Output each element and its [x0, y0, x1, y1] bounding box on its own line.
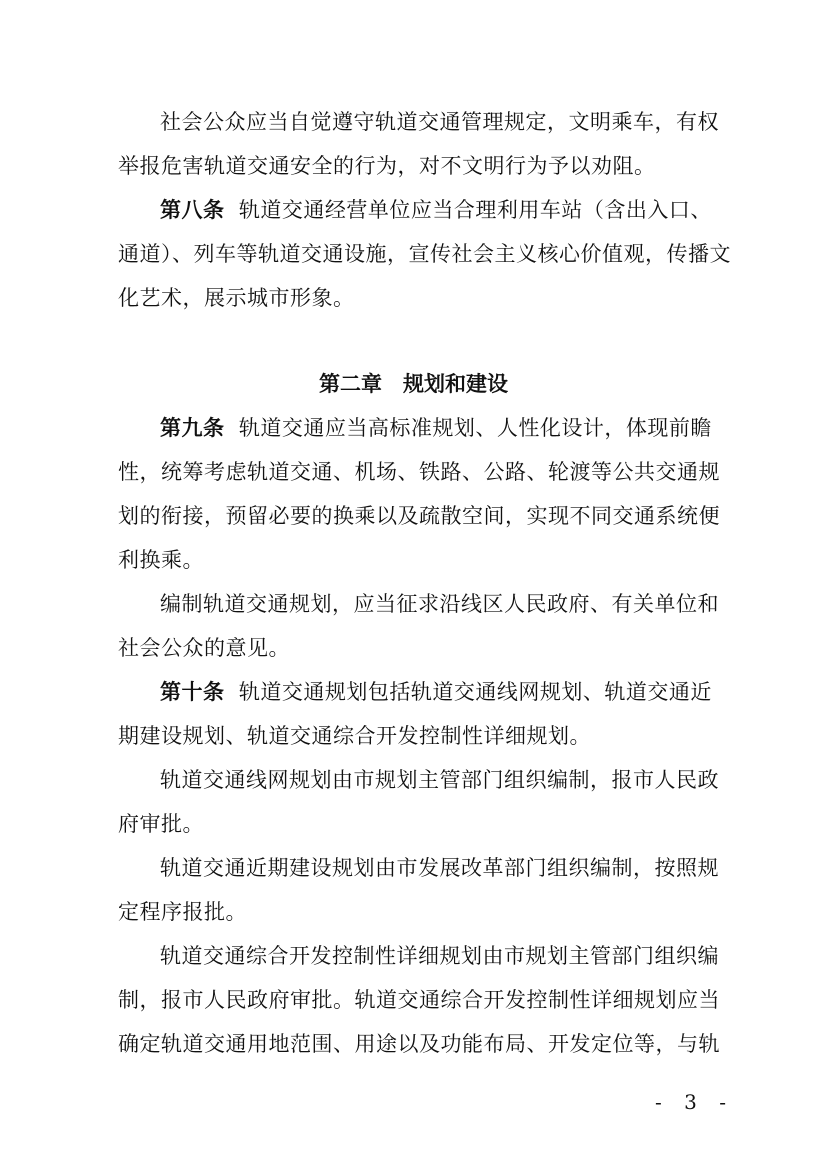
- article-label: 第九条: [160, 416, 225, 440]
- paragraph-line: 确定轨道交通用地范围、用途以及功能布局、开发定位等，与轨: [118, 1032, 720, 1056]
- paragraph-line: 轨道交通综合开发控制性详细规划由市规划主管部门组织编: [160, 944, 719, 968]
- paragraph-line: 划的衔接，预留必要的换乘以及疏散空间，实现不同交通系统便: [118, 504, 720, 528]
- paragraph-line: 举报危害轨道交通安全的行为，对不文明行为予以劝阻。: [118, 154, 656, 178]
- paragraph-line: 期建设规划、轨道交通综合开发控制性详细规划。: [118, 724, 591, 748]
- paragraph-line: 轨道交通近期建设规划由市发展改革部门组织编制，按照规: [160, 856, 719, 880]
- paragraph-line: 社会公众的意见。: [118, 636, 290, 660]
- page-number: - 3 -: [655, 1090, 734, 1114]
- paragraph-line: 性，统筹考虑轨道交通、机场、铁路、公路、轮渡等公共交通规: [118, 460, 720, 484]
- paragraph-text: 轨道交通规划包括轨道交通线网规划、轨道交通近: [238, 680, 712, 704]
- paragraph-text: 轨道交通应当高标准规划、人性化设计，体现前瞻: [238, 416, 712, 440]
- paragraph-line: 编制轨道交通规划，应当征求沿线区人民政府、有关单位和: [160, 592, 719, 616]
- chapter-heading: 第二章 规划和建设: [319, 372, 508, 396]
- paragraph-line: 定程序报批。: [118, 900, 247, 924]
- paragraph-line: 轨道交通线网规划由市规划主管部门组织编制，报市人民政: [160, 768, 719, 792]
- article-label: 第八条: [160, 198, 225, 222]
- paragraph-line: 利换乘。: [118, 548, 204, 572]
- article-9-line: [160, 418, 712, 439]
- article-label: 第十条: [160, 680, 225, 704]
- article-10-line: [160, 682, 712, 703]
- paragraph-line: 府审批。: [118, 812, 204, 836]
- paragraph-line: 通道）、列车等轨道交通设施，宣传社会主义核心价值观，传播文: [118, 242, 731, 266]
- paragraph-line: 化艺术，展示城市形象。: [118, 286, 355, 310]
- paragraph-line: 制，报市人民政府审批。轨道交通综合开发控制性详细规划应当: [118, 988, 720, 1012]
- article-8-line: [160, 200, 712, 221]
- paragraph-text: 轨道交通经营单位应当合理利用车站（含出入口、: [238, 198, 712, 222]
- paragraph-line: 社会公众应当自觉遵守轨道交通管理规定，文明乘车，有权: [160, 110, 719, 134]
